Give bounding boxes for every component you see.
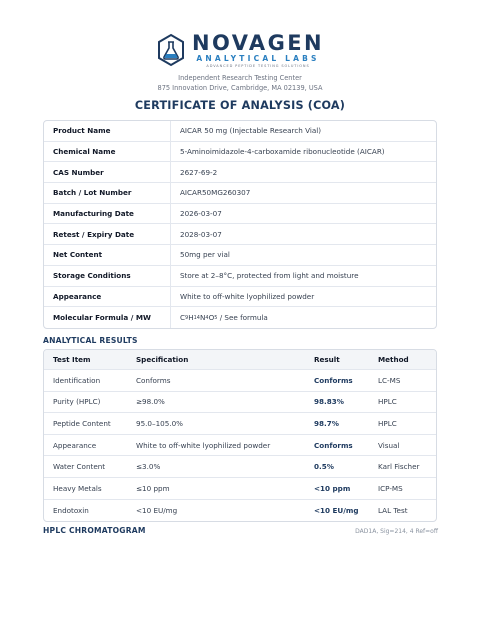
info-value: AICAR50MG260307 xyxy=(180,188,251,198)
cell-spec: <10 EU/mg xyxy=(136,505,178,515)
cell-result: Conforms xyxy=(314,440,353,450)
cell-test: Endotoxin xyxy=(53,505,89,515)
cell-test: Appearance xyxy=(53,440,97,450)
cell-result: <10 ppm xyxy=(314,483,351,493)
info-row xyxy=(44,224,436,245)
brand-name: NOVAGEN xyxy=(192,31,324,55)
formula-count: 4 xyxy=(205,314,209,321)
page-title: CERTIFICATE OF ANALYSIS (COA) xyxy=(134,99,346,112)
cell-spec: White to off-white lyophilized powder xyxy=(136,440,271,450)
cell-test: Heavy Metals xyxy=(53,483,102,493)
cell-spec: ≤3.0% xyxy=(136,462,161,472)
cell-method: LAL Test xyxy=(378,505,408,515)
info-value: White to off-white lyophilized powder xyxy=(180,291,315,301)
cell-test: Water Content xyxy=(53,462,106,472)
info-value: 5-Aminoimidazole-4-carboxamide ribonucleotide (AICAR) xyxy=(180,147,385,157)
cell-method: Karl Fischer xyxy=(378,462,420,472)
header-result: Result xyxy=(314,355,340,364)
info-label: Retest / Expiry Date xyxy=(44,224,171,244)
info-label: Manufacturing Date xyxy=(44,204,171,224)
molecular-formula-value xyxy=(171,313,268,322)
analytical-results-table xyxy=(43,349,437,522)
formula-count: 5 xyxy=(214,314,218,321)
info-row xyxy=(44,287,436,308)
cell-test: Peptide Content xyxy=(53,418,111,428)
cell-method: HPLC xyxy=(378,397,397,407)
info-value: AICAR 50 mg (Injectable Research Vial) xyxy=(180,126,322,136)
flask-icon xyxy=(156,33,186,69)
cell-spec: Conforms xyxy=(136,375,171,385)
table-row xyxy=(44,500,436,522)
cell-spec: ≤10 ppm xyxy=(136,483,170,493)
hplc-chromatogram-title: HPLC CHROMATOGRAM xyxy=(43,526,146,535)
info-row xyxy=(44,204,436,225)
info-label: Storage Conditions xyxy=(44,266,171,286)
info-row xyxy=(44,162,436,183)
info-label: Appearance xyxy=(44,287,171,307)
info-row xyxy=(44,266,436,287)
formula-element: H xyxy=(188,313,194,323)
info-value: 2028-03-07 xyxy=(180,229,222,239)
cell-method: HPLC xyxy=(378,418,397,428)
cell-method: LC-MS xyxy=(378,375,401,385)
info-value: 50mg per vial xyxy=(180,250,230,260)
info-label: Product Name xyxy=(44,121,171,141)
info-label: Batch / Lot Number xyxy=(44,183,171,203)
formula-element: O xyxy=(208,313,215,323)
brand-logo xyxy=(0,30,480,72)
table-row xyxy=(44,370,436,392)
product-info-table xyxy=(43,120,437,329)
table-header xyxy=(44,350,436,370)
table-row xyxy=(44,413,436,435)
cell-spec: 95.0–105.0% xyxy=(136,418,184,428)
center-address: 875 Innovation Drive, Cambridge, MA 02139, USA xyxy=(157,84,323,92)
info-value: 2026-03-07 xyxy=(180,209,222,219)
table-row xyxy=(44,435,436,457)
brand-tagline: ADVANCED PEPTIDE TESTING SOLUTIONS xyxy=(206,64,310,68)
formula-element: N xyxy=(200,313,206,323)
info-label: Net Content xyxy=(44,245,171,265)
info-label: Chemical Name xyxy=(44,142,171,162)
cell-spec: ≥98.0% xyxy=(136,397,165,407)
table-row xyxy=(44,456,436,478)
cell-result: Conforms xyxy=(314,375,353,385)
header-method: Method xyxy=(378,355,409,364)
cell-test: Purity (HPLC) xyxy=(53,397,101,407)
analytical-results-title: ANALYTICAL RESULTS xyxy=(43,336,138,345)
formula-count: 9 xyxy=(185,314,189,321)
info-value: 2627-69-2 xyxy=(180,167,218,177)
info-row xyxy=(44,245,436,266)
cell-test: Identification xyxy=(53,375,101,385)
formula-suffix: / See formula xyxy=(217,313,268,323)
center-name: Independent Research Testing Center xyxy=(178,74,302,82)
info-row xyxy=(44,183,436,204)
info-label: CAS Number xyxy=(44,162,171,182)
cell-method: ICP-MS xyxy=(378,483,403,493)
cell-result: 98.7% xyxy=(314,418,339,428)
cell-method: Visual xyxy=(378,440,400,450)
info-row xyxy=(44,307,436,328)
header-specification: Specification xyxy=(136,355,189,364)
info-label: Molecular Formula / MW xyxy=(44,307,171,328)
header-test-item: Test Item xyxy=(53,355,91,364)
formula-count: 14 xyxy=(193,314,200,321)
table-row xyxy=(44,478,436,500)
info-row xyxy=(44,142,436,163)
info-row xyxy=(44,121,436,142)
cell-result: 98.83% xyxy=(314,397,344,407)
cell-result: 0.5% xyxy=(314,462,334,472)
table-row xyxy=(44,392,436,414)
hplc-detector-note: DAD1A, Sig=214, 4 Ref=off xyxy=(355,528,438,535)
formula-element: C xyxy=(180,313,186,323)
brand-subtitle: ANALYTICAL LABS xyxy=(196,54,320,63)
info-value: Store at 2–8°C, protected from light and moisture xyxy=(180,271,359,281)
cell-result: <10 EU/mg xyxy=(314,505,359,515)
